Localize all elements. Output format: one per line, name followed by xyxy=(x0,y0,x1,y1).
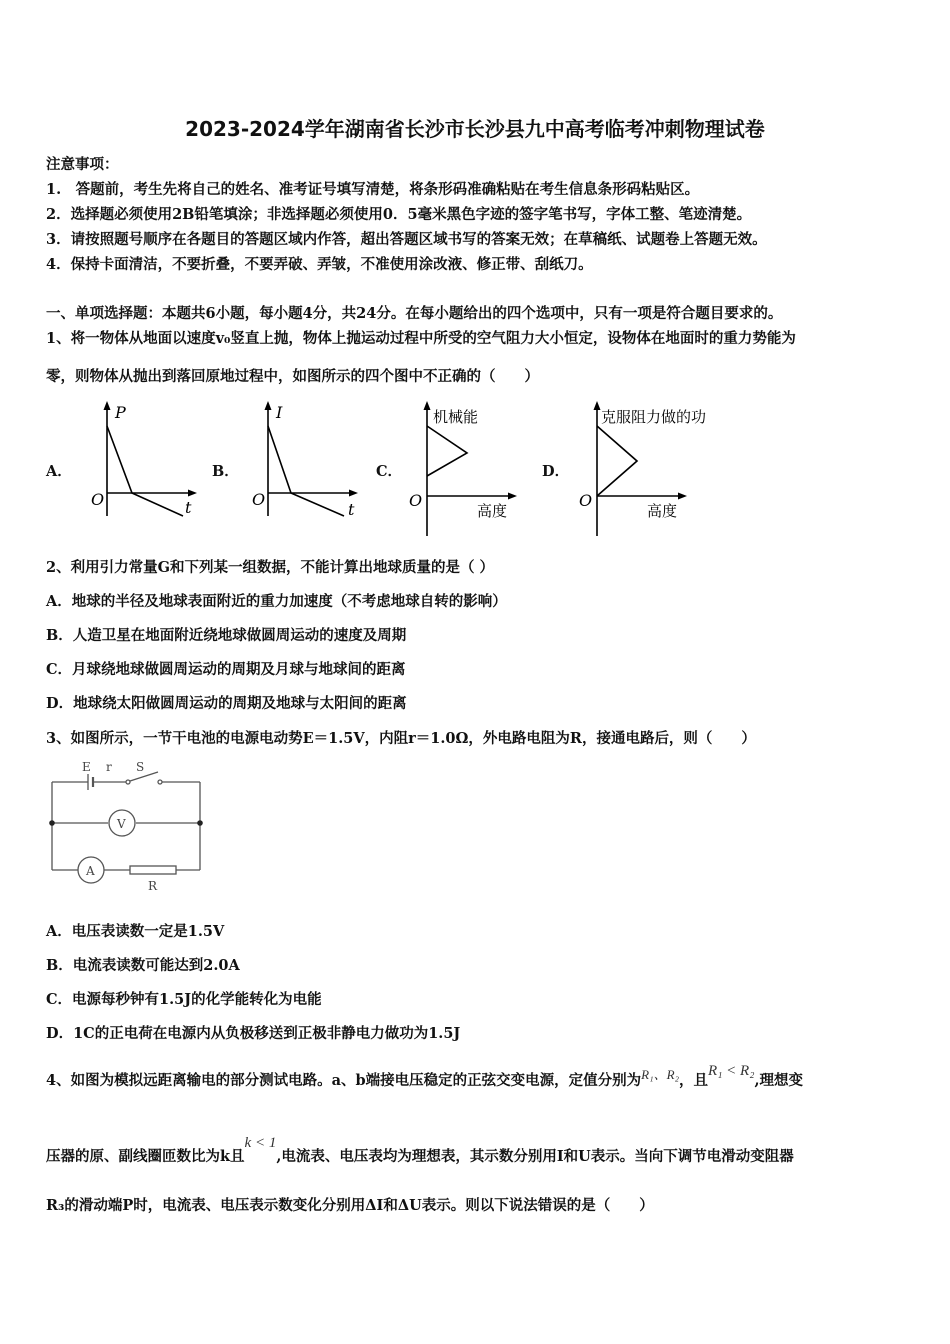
section-heading: 一、单项选择题：本题共6小题，每小题4分，共24分。在每小题给出的四个选项中，只有一项是符合题目要求的。 xyxy=(46,305,783,322)
q1-graph-c xyxy=(405,398,530,538)
q4-end-text: ,理想变 xyxy=(754,1072,803,1089)
q2-option-a: A．地球的半径及地球表面附近的重力加速度（不考虑地球自转的影响） xyxy=(46,593,507,610)
q1-option-d-label: D． xyxy=(542,463,570,480)
q4-r-inequality: R₁ < R₂ xyxy=(708,1063,755,1079)
q4-stem-line3: R₃的滑动端P时，电流表、电压表示数变化分别用ΔI和ΔU表示。则以下说法错误的是（ ） xyxy=(46,1197,654,1214)
notice-item: 1. 答题前，考生先将自己的姓名、准考证号填写清楚，将条形码准确粘贴在考生信息条形码粘贴区。 xyxy=(46,181,700,198)
q1-graph-c-origin: O xyxy=(409,491,423,510)
circuit-label-s: S xyxy=(136,760,145,774)
circuit-label-e: E xyxy=(82,760,91,774)
q2-stem: 2、利用引力常量G和下列某一组数据，不能计算出地球质量的是（ ） xyxy=(46,559,495,576)
q2-option-d: D．地球绕太阳做圆周运动的周期及地球与太阳间的距离 xyxy=(46,695,407,712)
q1-option-b-label: B． xyxy=(212,463,239,480)
q2-option-c: C．月球绕地球做圆周运动的周期及月球与地球间的距离 xyxy=(46,661,406,678)
q4-k-inequality: k < 1 xyxy=(244,1135,277,1151)
q3-stem: 3、如图所示，一节干电池的电源电动势E＝1.5V，内阻r＝1.0Ω，外电路电阻为R，接通电路后，则（ ） xyxy=(46,730,756,747)
q1-graph-d-y-label: 克服阻力做的功 xyxy=(601,408,707,426)
q1-graph-c-x-label: 高度 xyxy=(477,502,508,520)
q1-graph-a-origin: O xyxy=(91,490,105,509)
q1-graph-d-origin: O xyxy=(579,491,593,510)
q1-graph-b-x-label: t xyxy=(348,500,355,519)
resistor-label: R xyxy=(148,879,158,893)
q4-stem-line1 xyxy=(46,1063,803,1090)
q4-stem-line1-text: 4、如图为模拟远距离输电的部分测试电路。a、b端接电压稳定的正弦交变电源，定值分别为 xyxy=(46,1072,642,1089)
q4-stem-line2a: 压器的原、副线圈匝数比为k且 xyxy=(46,1148,245,1165)
q3-option-a: A．电压表读数一定是1.5V xyxy=(46,923,225,940)
notice-item: 4．保持卡面清洁，不要折叠，不要弄破、弄皱，不准使用涂改液、修正带、刮纸刀。 xyxy=(46,256,593,273)
q1-graph-a xyxy=(85,398,200,523)
q4-stem-line2b: ,电流表、电压表均为理想表，其示数分别用I和U表示。当向下调节电滑动变阻器 xyxy=(276,1148,794,1165)
q1-stem-line2: 零，则物体从抛出到落回原地过程中，如图所示的四个图中不正确的（ ） xyxy=(46,368,539,385)
ammeter-label: A xyxy=(86,864,95,878)
voltmeter-label: V xyxy=(117,817,126,831)
q1-graph-b-y-label: I xyxy=(276,403,283,422)
circuit-label-r: r xyxy=(106,760,112,774)
q1-graph-b-origin: O xyxy=(252,490,266,509)
q1-graph-c-y-label: 机械能 xyxy=(433,408,479,426)
q4-stem-line2 xyxy=(46,1135,794,1166)
notice-item: 2．选择题必须使用2B铅笔填涂；非选择题必须使用0．5毫米黑色字迹的签字笔书写，字体工整、笔迹清楚。 xyxy=(46,206,752,223)
q3-circuit-diagram xyxy=(44,760,214,895)
q1-option-c-label: C． xyxy=(376,463,403,480)
q4-mid-text: ，且 xyxy=(679,1072,709,1089)
page-title: 2023-2024学年湖南省长沙市长沙县九中高考临考冲刺物理试卷 xyxy=(185,117,765,141)
q1-graph-d xyxy=(575,398,735,538)
q3-option-b: B．电流表读数可能达到2.0A xyxy=(46,957,240,974)
q2-option-b: B．人造卫星在地面附近绕地球做圆周运动的速度及周期 xyxy=(46,627,407,644)
q1-graph-d-x-label: 高度 xyxy=(647,502,678,520)
q3-option-c: C．电源每秒钟有1.5J的化学能转化为电能 xyxy=(46,991,322,1008)
q1-stem-line1: 1、将一物体从地面以速度v₀竖直上抛，物体上抛运动过程中所受的空气阻力大小恒定，设物体在地面时的重力势能为 xyxy=(46,330,796,347)
q4-r-list: R₁、R₂ xyxy=(641,1067,680,1082)
notice-heading: 注意事项： xyxy=(46,156,119,173)
q1-option-a-label: A． xyxy=(46,463,72,480)
q1-graph-b xyxy=(246,398,366,523)
q1-graph-a-x-label: t xyxy=(185,498,192,517)
notice-item: 3．请按照题号顺序在各题目的答题区域内作答，超出答题区域书写的答案无效；在草稿纸、试题卷上答题无效。 xyxy=(46,231,767,248)
q1-graph-a-y-label: P xyxy=(115,403,126,422)
q3-option-d: D．1C的正电荷在电源内从负极移送到正极非静电力做功为1.5J xyxy=(46,1025,461,1042)
